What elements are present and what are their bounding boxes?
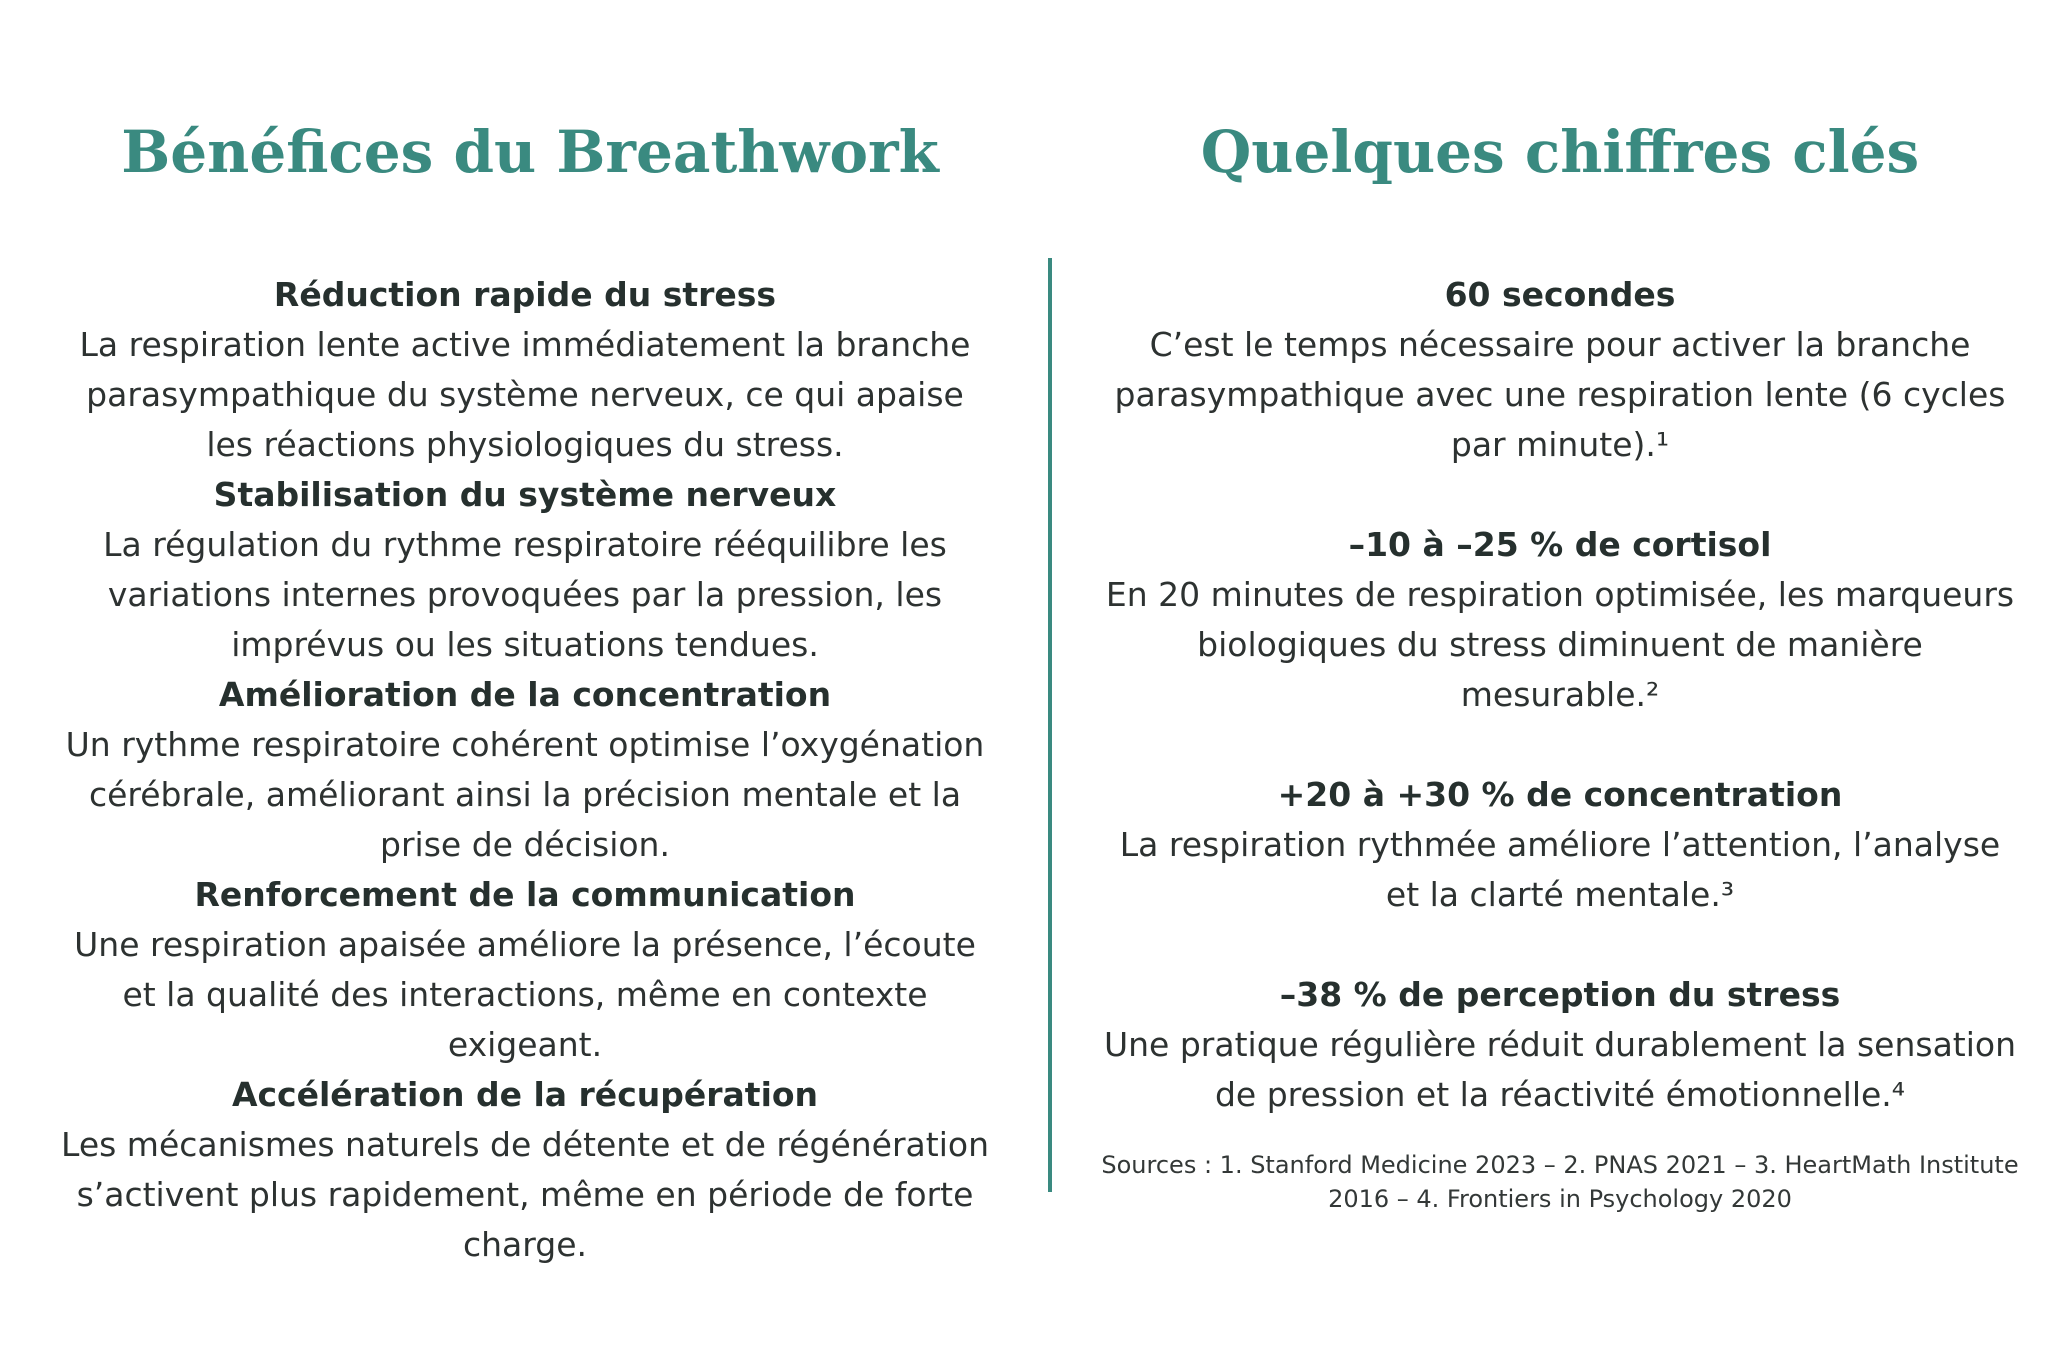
benefits-heading: Bénéfices du Breathwork	[121, 118, 939, 186]
stat-title: 60 secondes	[1444, 275, 1676, 314]
key-figures-column	[1100, 270, 2020, 1120]
benefit-item	[60, 1070, 990, 1270]
column-divider	[1048, 258, 1052, 1192]
benefit-title: Stabilisation du système nerveux	[213, 475, 837, 514]
stat-text: La respiration rythmée améliore l’attention, l’analyse et la clarté mentale.³	[1119, 825, 2001, 914]
stat-title: –38 % de perception du stress	[1279, 975, 1841, 1014]
benefit-title: Renforcement de la communication	[194, 875, 856, 914]
stat-item	[1100, 270, 2020, 470]
stat-text: C’est le temps nécessaire pour activer la branche parasympathique avec une respiration lente (6 cycles par minute).¹	[1114, 325, 2006, 464]
stat-text: En 20 minutes de respiration optimisée, les marqueurs biologiques du stress diminuent de manière mesurable.²	[1105, 575, 2015, 714]
stat-title: +20 à +30 % de concentration	[1277, 775, 1843, 814]
key-figures-heading: Quelques chiffres clés	[1200, 118, 1920, 186]
sources-footnote: Sources : 1. Stanford Medicine 2023 – 2. PNAS 2021 – 3. HeartMath Institute 2016 – 4. Frontiers in Psychology 2020	[1101, 1151, 2019, 1213]
benefit-text: Les mécanismes naturels de détente et de régénération s’activent plus rapidement, même en période de forte charge.	[61, 1125, 989, 1264]
stat-item	[1100, 520, 2020, 720]
benefit-item	[60, 870, 990, 1070]
stat-title: –10 à –25 % de cortisol	[1348, 525, 1772, 564]
benefit-text: La régulation du rythme respiratoire rééquilibre les variations internes provoquées par la pression, les imprévus ou les situations tendues.	[103, 525, 947, 664]
benefit-title: Amélioration de la concentration	[218, 675, 832, 714]
benefit-item	[60, 470, 990, 670]
benefit-item	[60, 670, 990, 870]
benefits-column	[60, 270, 990, 1270]
stat-item	[1100, 770, 2020, 920]
benefit-title: Réduction rapide du stress	[273, 275, 777, 314]
benefit-item	[60, 270, 990, 470]
stat-item	[1100, 970, 2020, 1120]
stat-text: Une pratique régulière réduit durablement la sensation de pression et la réactivité émotionnelle.⁴	[1103, 1025, 2017, 1114]
benefit-text: Une respiration apaisée améliore la présence, l’écoute et la qualité des interactions, même en contexte exigeant.	[74, 925, 976, 1064]
benefit-title: Accélération de la récupération	[231, 1075, 819, 1114]
benefit-text: Un rythme respiratoire cohérent optimise l’oxygénation cérébrale, améliorant ainsi la précision mentale et la prise de décision.	[65, 725, 985, 864]
benefit-text: La respiration lente active immédiatement la branche parasympathique du système nerveux, ce qui apaise les réactions physiologiques du stress.	[79, 325, 971, 464]
